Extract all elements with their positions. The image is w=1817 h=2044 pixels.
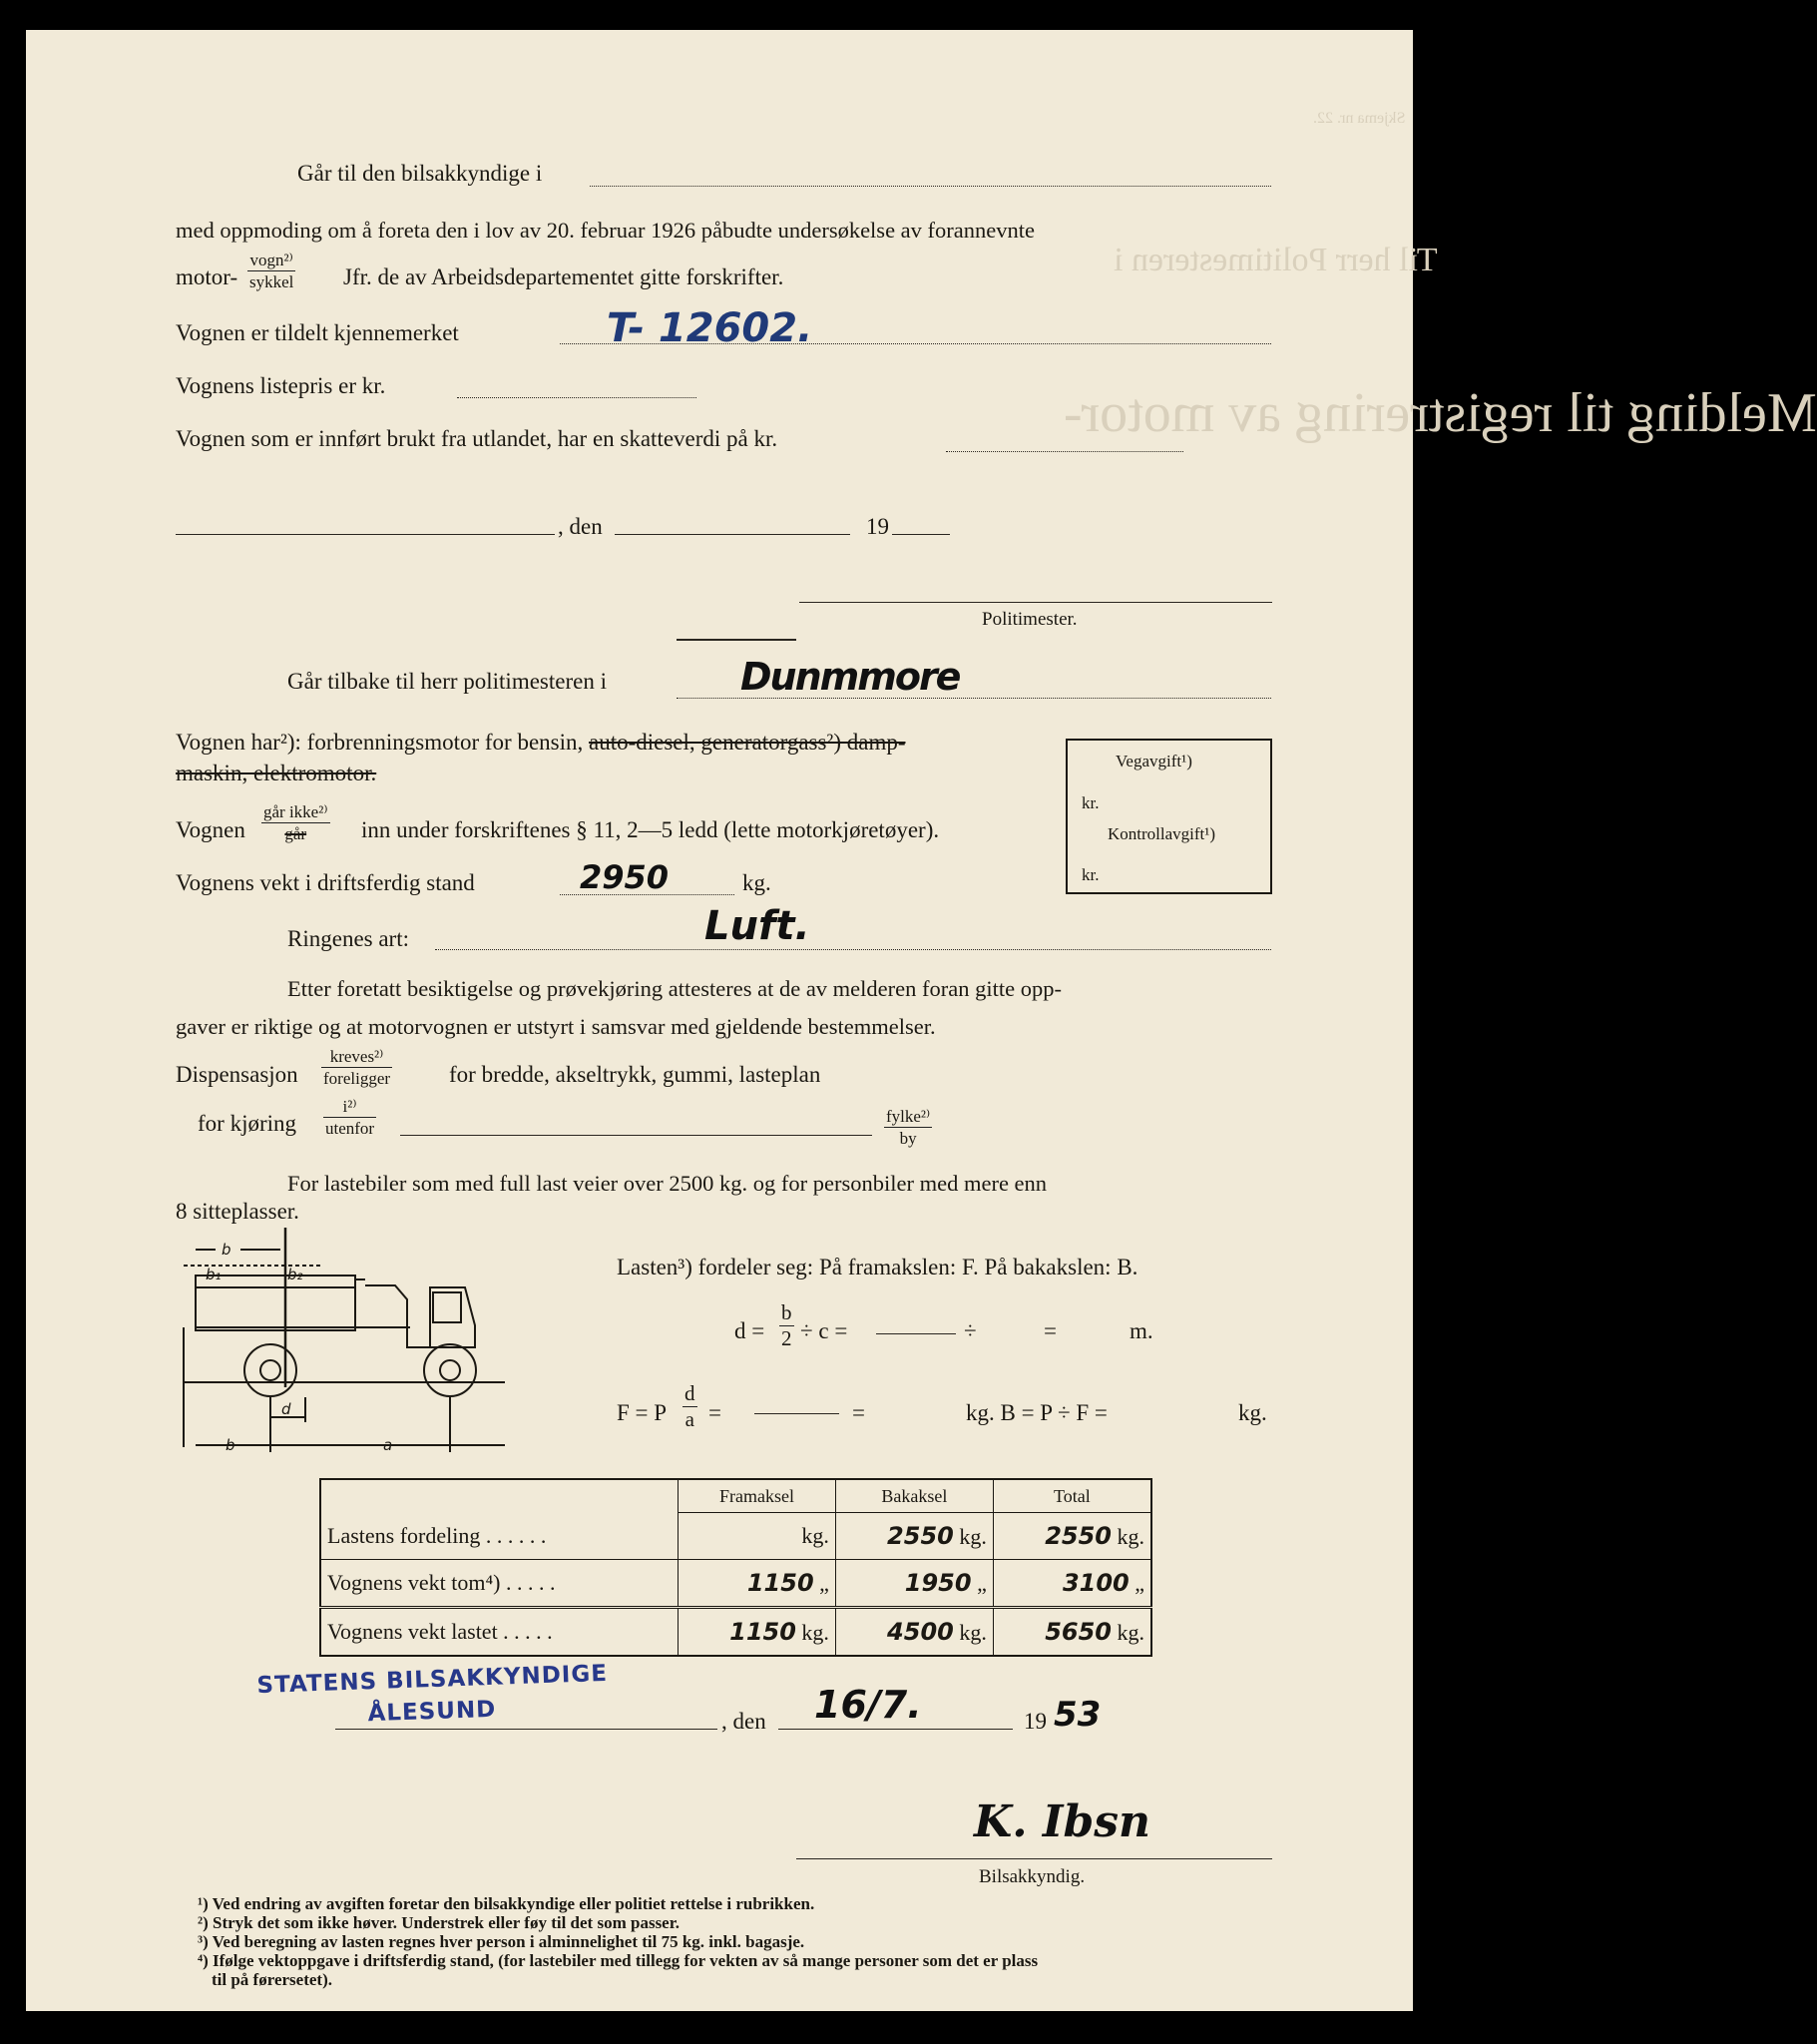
request-text: med oppmoding om å foreta den i lov av 20. februar 1926 påbudte undersøkelse av forannevnte [176,218,1035,243]
fee-box [1066,739,1272,894]
vegavgift-kr: kr. [1082,793,1100,812]
tyre-label: Ringenes art: [287,926,409,951]
vogn-sykkel-fraction: vogn²⁾ sykkel [249,251,294,291]
tyre-field[interactable] [435,949,1271,950]
col-framaksel: Framaksel [679,1479,836,1513]
row-label: Vognens vekt lastet . . . . . [320,1608,679,1657]
lasten-text: Lasten³) fordeler seg: På framakslen: F. På bakakslen: B. [617,1255,1138,1279]
col-total: Total [993,1479,1151,1513]
cell-bakaksel[interactable]: 1950 „ [835,1560,993,1608]
fylke-by-fraction: fylke²⁾ by [886,1107,931,1148]
d-formula: d = [734,1318,765,1343]
d-over-a-fraction: $\frac{d}{a}$ [684,1381,695,1431]
cell-framaksel[interactable]: kg. [679,1513,836,1560]
bleed-through-header: Til herr Politimesteren i [1114,242,1438,278]
kjoring-label: for kjøring [198,1111,297,1136]
bilsakkyndig-label: Bilsakkyndig. [979,1866,1086,1887]
engine-text: Vognen har²): forbrenningsmotor for bensin, auto-diesel, generatorgass²) damp- [176,730,906,755]
plate-value: T- 12602. [607,305,813,351]
attest-line1: Etter foretatt besiktigelse og prøvekjøring attesteres at de av melderen foran gitte opp- [287,976,1062,1001]
m-unit: m. [1130,1318,1153,1343]
kjoring-field[interactable] [400,1135,872,1136]
d-formula-rest: ÷ c = [800,1318,848,1343]
svg-text:b₁: b₁ [206,1266,222,1283]
signoff-date-field[interactable] [778,1729,1013,1730]
cell-total[interactable]: 5650 kg. [993,1608,1151,1657]
i-utenfor-fraction: i²⁾ utenfor [325,1097,375,1138]
return-text: Går tilbake til herr politimesteren i [287,669,607,694]
stamp-line2: ÅLESUND [367,1696,497,1728]
cell-bakaksel[interactable]: 2550 kg. [835,1513,993,1560]
place-field[interactable] [176,534,555,535]
bleed-through-title: Melding til registrering av motor- [1064,382,1817,444]
kreves-fraction: kreves²⁾ foreligger [323,1047,391,1088]
svg-text:b: b [222,1241,231,1259]
d-blank[interactable] [876,1333,956,1334]
lastebil-line1: For lastebiler som med full last veier over 2500 kg. og for personbiler med mere enn [287,1171,1048,1196]
list-price-field[interactable] [457,397,696,398]
gaar-til-text: Går til den bilsakkyndige i [297,161,543,186]
vegavgift-label: Vegavgift¹) [1116,752,1192,770]
equals-sign: = [1044,1318,1057,1343]
signoff-year-prefix: 19 [1024,1709,1047,1734]
table-row [320,1608,1151,1657]
year-prefix: 19 [866,514,889,539]
minus-sign: ÷ [964,1318,977,1343]
cell-total[interactable]: 3100 „ [993,1560,1151,1608]
gaar-fraction: går ikke²⁾ går [263,802,328,843]
return-place-value: Dunmmore [740,655,960,699]
agency-stamp [256,1661,609,1731]
footnote-2: ²) Stryk det som ikke høver. Understrek eller føy til det som passer. [198,1913,680,1932]
handwritten-signature: K. Ibsn [974,1796,1150,1847]
b-formula: kg. B = P ÷ F = [966,1400,1108,1425]
cell-bakaksel[interactable]: 4500 kg. [835,1608,993,1657]
load-table [319,1478,1152,1657]
light-vehicle-text: inn under forskriftenes § 11, 2—5 ledd (lette motorkjøretøyer). [361,817,940,842]
f-blank[interactable] [754,1413,839,1414]
divider [677,639,796,641]
politimester-signature-line[interactable] [799,602,1272,603]
dispensasjon-text: for bredde, akseltrykk, gummi, lasteplan [449,1062,821,1087]
table-row [320,1513,1151,1560]
kontrollavgift-label: Kontrollavgift¹) [1108,824,1216,843]
kontrollavgift-kr: kr. [1082,865,1100,884]
footnote-4: ⁴) Ifølge vektoppgave i driftsferdig stand, (for lastebiler med tillegg for vekten av så mange personer som det er plass [198,1951,1039,1970]
f-equals: = [708,1400,721,1425]
attest-line2: gaver er riktige og at motorvognen er utstyrt i samsvar med gjeldende bestemmelser. [176,1014,936,1039]
truck-diagram [176,1228,575,1467]
vognen-word: Vognen [176,817,245,842]
svg-text:d: d [281,1400,291,1418]
f-formula: F = P [617,1400,668,1425]
motor-prefix: motor- [176,264,238,289]
weight-label: Vognens vekt i driftsferdig stand [176,870,475,895]
kg-unit: kg. [1238,1400,1267,1425]
import-value-label: Vognen som er innført brukt fra utlandet, har en skatteverdi på kr. [176,426,778,451]
import-value-field[interactable] [946,451,1183,452]
date-field[interactable] [615,534,850,535]
footnote-3: ³) Ved beregning av lasten regnes hver person i alminnelighet til 75 kg. inkl. bagasje. [198,1932,805,1951]
engine-text-line2: maskin, elektromotor. [176,761,377,785]
bilsakkyndig-signature-line[interactable] [796,1858,1272,1859]
f-equals2: = [852,1400,865,1425]
table-row [320,1560,1151,1608]
signoff-year-value: 53 [1054,1695,1102,1735]
dispensasjon-label: Dispensasjon [176,1062,298,1087]
footnote-1: ¹) Ved endring av avgiften foretar den bilsakkyndige eller politiet rettelse i rubrikken. [198,1894,815,1913]
row-label: Lastens fordeling . . . . . . [320,1513,679,1560]
bleed-through-corner: Skjema nr. 22. [1313,110,1406,127]
regulations-text: Jfr. de av Arbeidsdepartementet gitte forskrifter. [343,264,784,289]
signoff-place-field[interactable] [335,1729,717,1730]
footnote-4-cont: til på førersetet). [212,1970,332,1989]
weight-unit: kg. [742,870,771,895]
bilsakkyndige-place-field[interactable] [590,186,1271,187]
signoff-den: , den [721,1709,766,1734]
signoff-date-value: 16/7. [814,1683,922,1727]
svg-text:b₂: b₂ [287,1266,303,1283]
politimester-label: Politimester. [982,609,1078,630]
cell-framaksel[interactable]: 1150 „ [679,1560,836,1608]
weight-value: 2950 [580,858,670,896]
stamp-line1: STATENS BILSAKKYNDIGE [256,1660,609,1700]
list-price-label: Vognens listepris er kr. [176,373,386,398]
cell-total[interactable]: 2550 kg. [993,1513,1151,1560]
plate-label: Vognen er tildelt kjennemerket [176,320,459,345]
row-label: Vognens vekt tom⁴) . . . . . [320,1560,679,1608]
cell-framaksel[interactable]: 1150 kg. [679,1608,836,1657]
lastebil-line2: 8 sitteplasser. [176,1199,299,1224]
den-text: , den [558,514,603,539]
tyre-value: Luft. [704,903,810,949]
year-field[interactable] [892,534,950,535]
svg-text:b: b [226,1436,235,1454]
col-bakaksel: Bakaksel [835,1479,993,1513]
b-over-2-fraction: $\frac{b}{2}$ [781,1300,792,1350]
svg-text:a: a [383,1436,393,1454]
document-page [26,30,1817,2011]
